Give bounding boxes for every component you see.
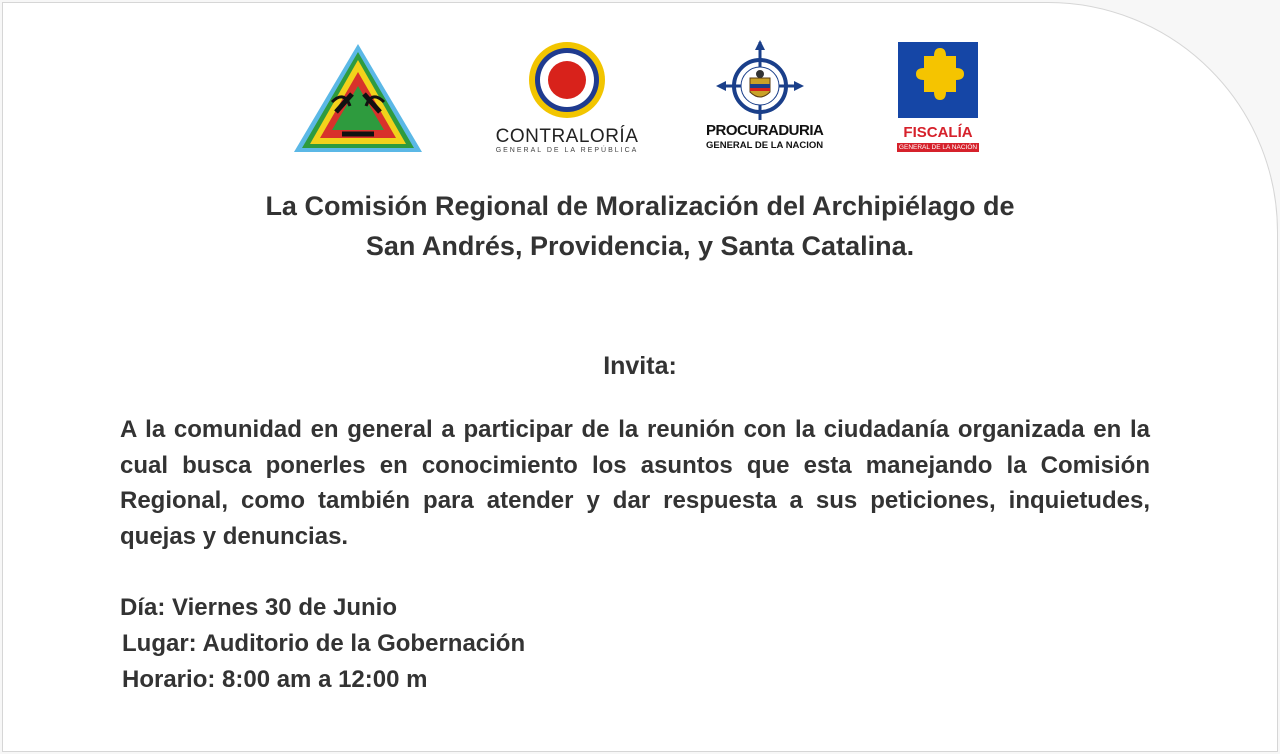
title-line-2: San Andrés, Providencia, y Santa Catalina. <box>365 231 915 261</box>
crm-triangle-logo <box>292 42 424 154</box>
invita-heading: Invita: <box>603 352 677 380</box>
title-line-1: La Comisión Regional de Moralización del Archipiélago de <box>265 191 1015 221</box>
contraloria-subtitle: GENERAL DE LA REPÚBLICA <box>495 147 639 154</box>
detail-lugar: Lugar: Auditorio de la Gobernación <box>122 630 526 657</box>
detail-dia: Día: Viernes 30 de Junio <box>120 594 397 621</box>
fiscalia-puzzle-logo <box>898 42 978 118</box>
document-title <box>140 186 1140 266</box>
fiscalia-subtitle: GENERAL DE LA NACIÓN <box>898 144 978 151</box>
procuraduria-crest-logo <box>716 40 804 122</box>
invitation-body: A la comunidad en general a participar de la reunión con la ciudadanía organizada en la cual busca ponerles en conocimiento los asuntos que esta manejando la Comisión Regional, como también para atender y dar respuesta a sus peticiones, inquietudes, quejas y denuncias. <box>120 416 1150 550</box>
procuraduria-name: PROCURADURIA <box>706 122 824 139</box>
detail-horario: Horario: 8:00 am a 12:00 m <box>122 666 428 693</box>
fiscalia-name: FISCALÍA <box>903 124 973 141</box>
contraloria-logo <box>527 40 607 120</box>
contraloria-name: CONTRALORÍA <box>495 126 639 147</box>
procuraduria-subtitle: GENERAL DE LA NACION <box>706 140 824 151</box>
